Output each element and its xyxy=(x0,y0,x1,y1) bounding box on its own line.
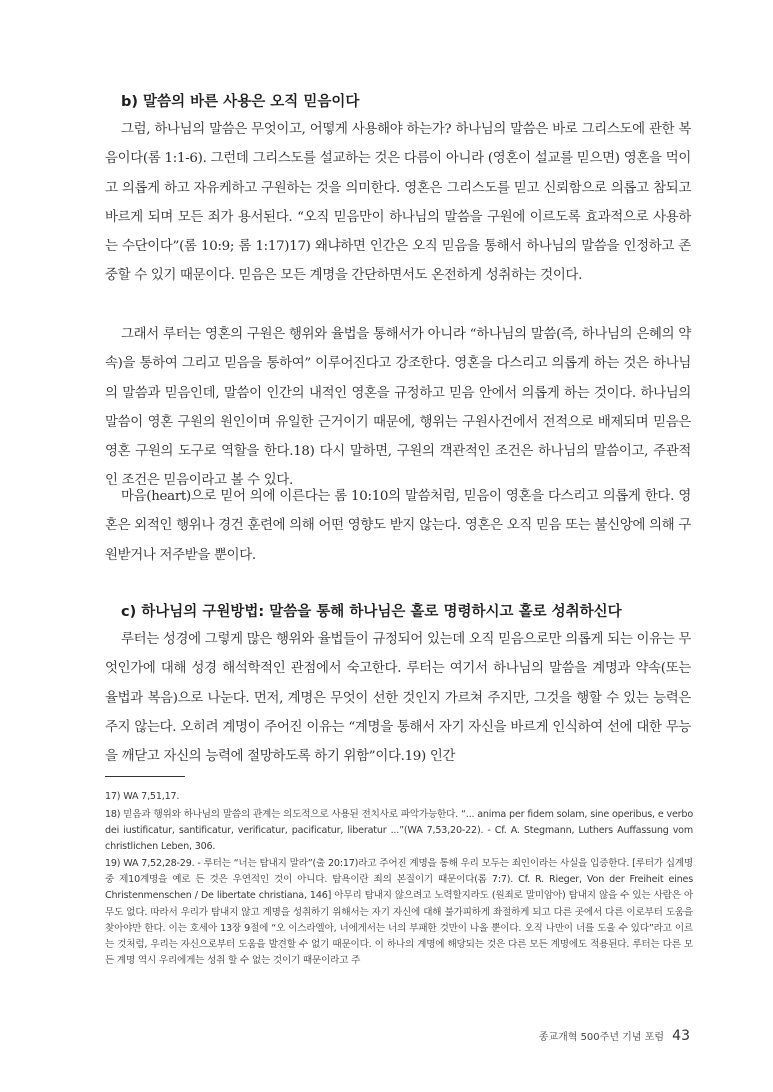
footer-title: 종교개혁 500주년 기념 포럼 xyxy=(538,1032,664,1043)
body-paragraph: 마음(heart)으로 믿어 의에 이른다는 롬 10:10의 말씀처럼, 믿음이 영혼을 다스리고 의롭게 한다. 영혼은 외적인 행위나 경건 훈련에 의해 어떤 영향도 받지 않는다. 영혼은 오직 믿음 또는 불신앙에 의해 구원받거나 저주받을 뿐이다. xyxy=(105,489,691,563)
footnote-17: 17) WA 7,51,17. xyxy=(105,791,180,802)
page-footer xyxy=(539,1028,690,1044)
footnote-18: 18) 믿음과 행위와 하나님의 말씀의 관계는 의도적으로 사용된 전치사로 파악가능한다. “... anima per fidem solam, sine operibus, e verbo dei iustificatur, santificatur, verificatur, pacificatur, liberatur ...”(WA 7,53,20-22). - Cf. A. Stegmann, Luthers Auffassung vom christlichen Leben, 306. xyxy=(105,809,693,853)
body-paragraph: 루터는 성경에 그렇게 많은 행위와 율법들이 규정되어 있는데 오직 믿음으로만 의롭게 되는 이유는 무엇인가에 대해 성경 해석학적인 관점에서 숙고한다. 루터는 여기서 하나님의 말씀을 계명과 약속(또는 율법과 복음)으로 나눈다. 먼저, 계명은 무엇이 선한 것인지 가르쳐 주지만, 그것을 행할 수 있는 능력은 주지 않는다. 오히려 계명이 주어진 이유는 “계명을 통해서 자기 자신을 바르게 인식하여 선에 대한 무능을 깨닫고 자신의 능력에 절망하도록 하기 위함”이다.19) 인간 xyxy=(105,632,691,765)
body-paragraph: 그럼, 하나님의 말씀은 무엇이고, 어떻게 사용해야 하는가? 하나님의 말씀은 바로 그리스도에 관한 복음이다(롬 1:1-6). 그런데 그리스도를 설교하는 것은 다름이 아니라 (영혼이 설교를 믿으면) 영혼을 먹이고 의롭게 하고 자유케하고 구원하는 것을 의미한다. 영혼은 그리스도를 믿고 신뢰함으로 의롭고 참되고 바르게 되며 모든 죄가 용서된다. “오직 믿음만이 하나님의 말씀을 구원에 이르도록 효과적으로 사용하는 수단이다”(롬 10:9; 롬 1:17)17) 왜냐하면 인간은 오직 믿음을 통해서 하나님의 말씀을 인정하고 존중할 수 있기 때문이다. 믿음은 모든 계명을 간단하면서도 온전하게 성취하는 것이다. xyxy=(105,122,691,284)
footnote-divider xyxy=(105,776,185,777)
body-paragraph: 그래서 루터는 영혼의 구원은 행위와 율법을 통해서가 아니라 “하나님의 말씀(즉, 하나님의 은혜의 약속)을 통하여 그리고 믿음을 통하여” 이루어진다고 강조한다. 영혼을 다스리고 의롭게 하는 것은 하나님의 말씀과 믿음인데, 말씀이 인간의 내적인 영혼을 규정하고 믿음 안에서 의롭게 하는 것이다. 하나님의 말씀이 영혼 구원의 원인이며 유일한 근거이기 때문에, 행위는 구원사건에서 전적으로 배제되며 믿음은 영혼 구원의 도구로 역할을 한다.18) 다시 말하면, 구원의 객관적인 조건은 하나님의 말씀이고, 주관적인 조건은 믿음이라고 볼 수 있다. xyxy=(105,327,691,489)
page-number: 43 xyxy=(672,1028,690,1044)
footnote-19: 19) WA 7,52,28-29. - 루터는 “너는 탐내지 말라”(출 20:17)라고 주어진 계명을 통해 우리 모두는 죄인이라는 사실을 입증한다. [루터가 십계명 중 제10계명을 예로 든 것은 우연적인 것이 아니다. 탐욕이란 죄의 본질이기 때문이다(롬 7:7). Cf. R. Rieger, Von der Freiheit eines Christenmenschen / De libertate christiana, 146] 아무리 탐내지 않으려고 노력할지라도 (원죄로 말미암아) 탐내지 않을 수 있는 사람은 아무도 없다. 따라서 우리가 탐내지 않고 계명을 성취하기 위해서는 자기 자신에 대해 불가피하게 좌절하게 되고 다른 곳에서 다른 이로부터 도움을 찾아야만 한다. 이는 호세아 13장 9절에 “오 이스라엘아, 너에게서는 너의 부패한 것만이 나올 뿐이다. 오직 나만이 너를 도울 수 있다”라고 이르는 것처럼, 우리는 자신으로부터 도움을 발견할 수 없기 때문이다. 이 하나의 계명에 해당되는 것은 다른 모든 계명에도 적용된다. 루터는 다른 모든 계명 역시 우리에게는 성취 할 수 없는 것이기 때문이라고 주 xyxy=(105,858,693,967)
section-heading-b: b) 말씀의 바른 사용은 오직 믿음이다 xyxy=(121,94,360,110)
section-heading-c: c) 하나님의 구원방법: 말씀을 통해 하나님은 홀로 명령하시고 홀로 성취하신다 xyxy=(121,604,622,620)
